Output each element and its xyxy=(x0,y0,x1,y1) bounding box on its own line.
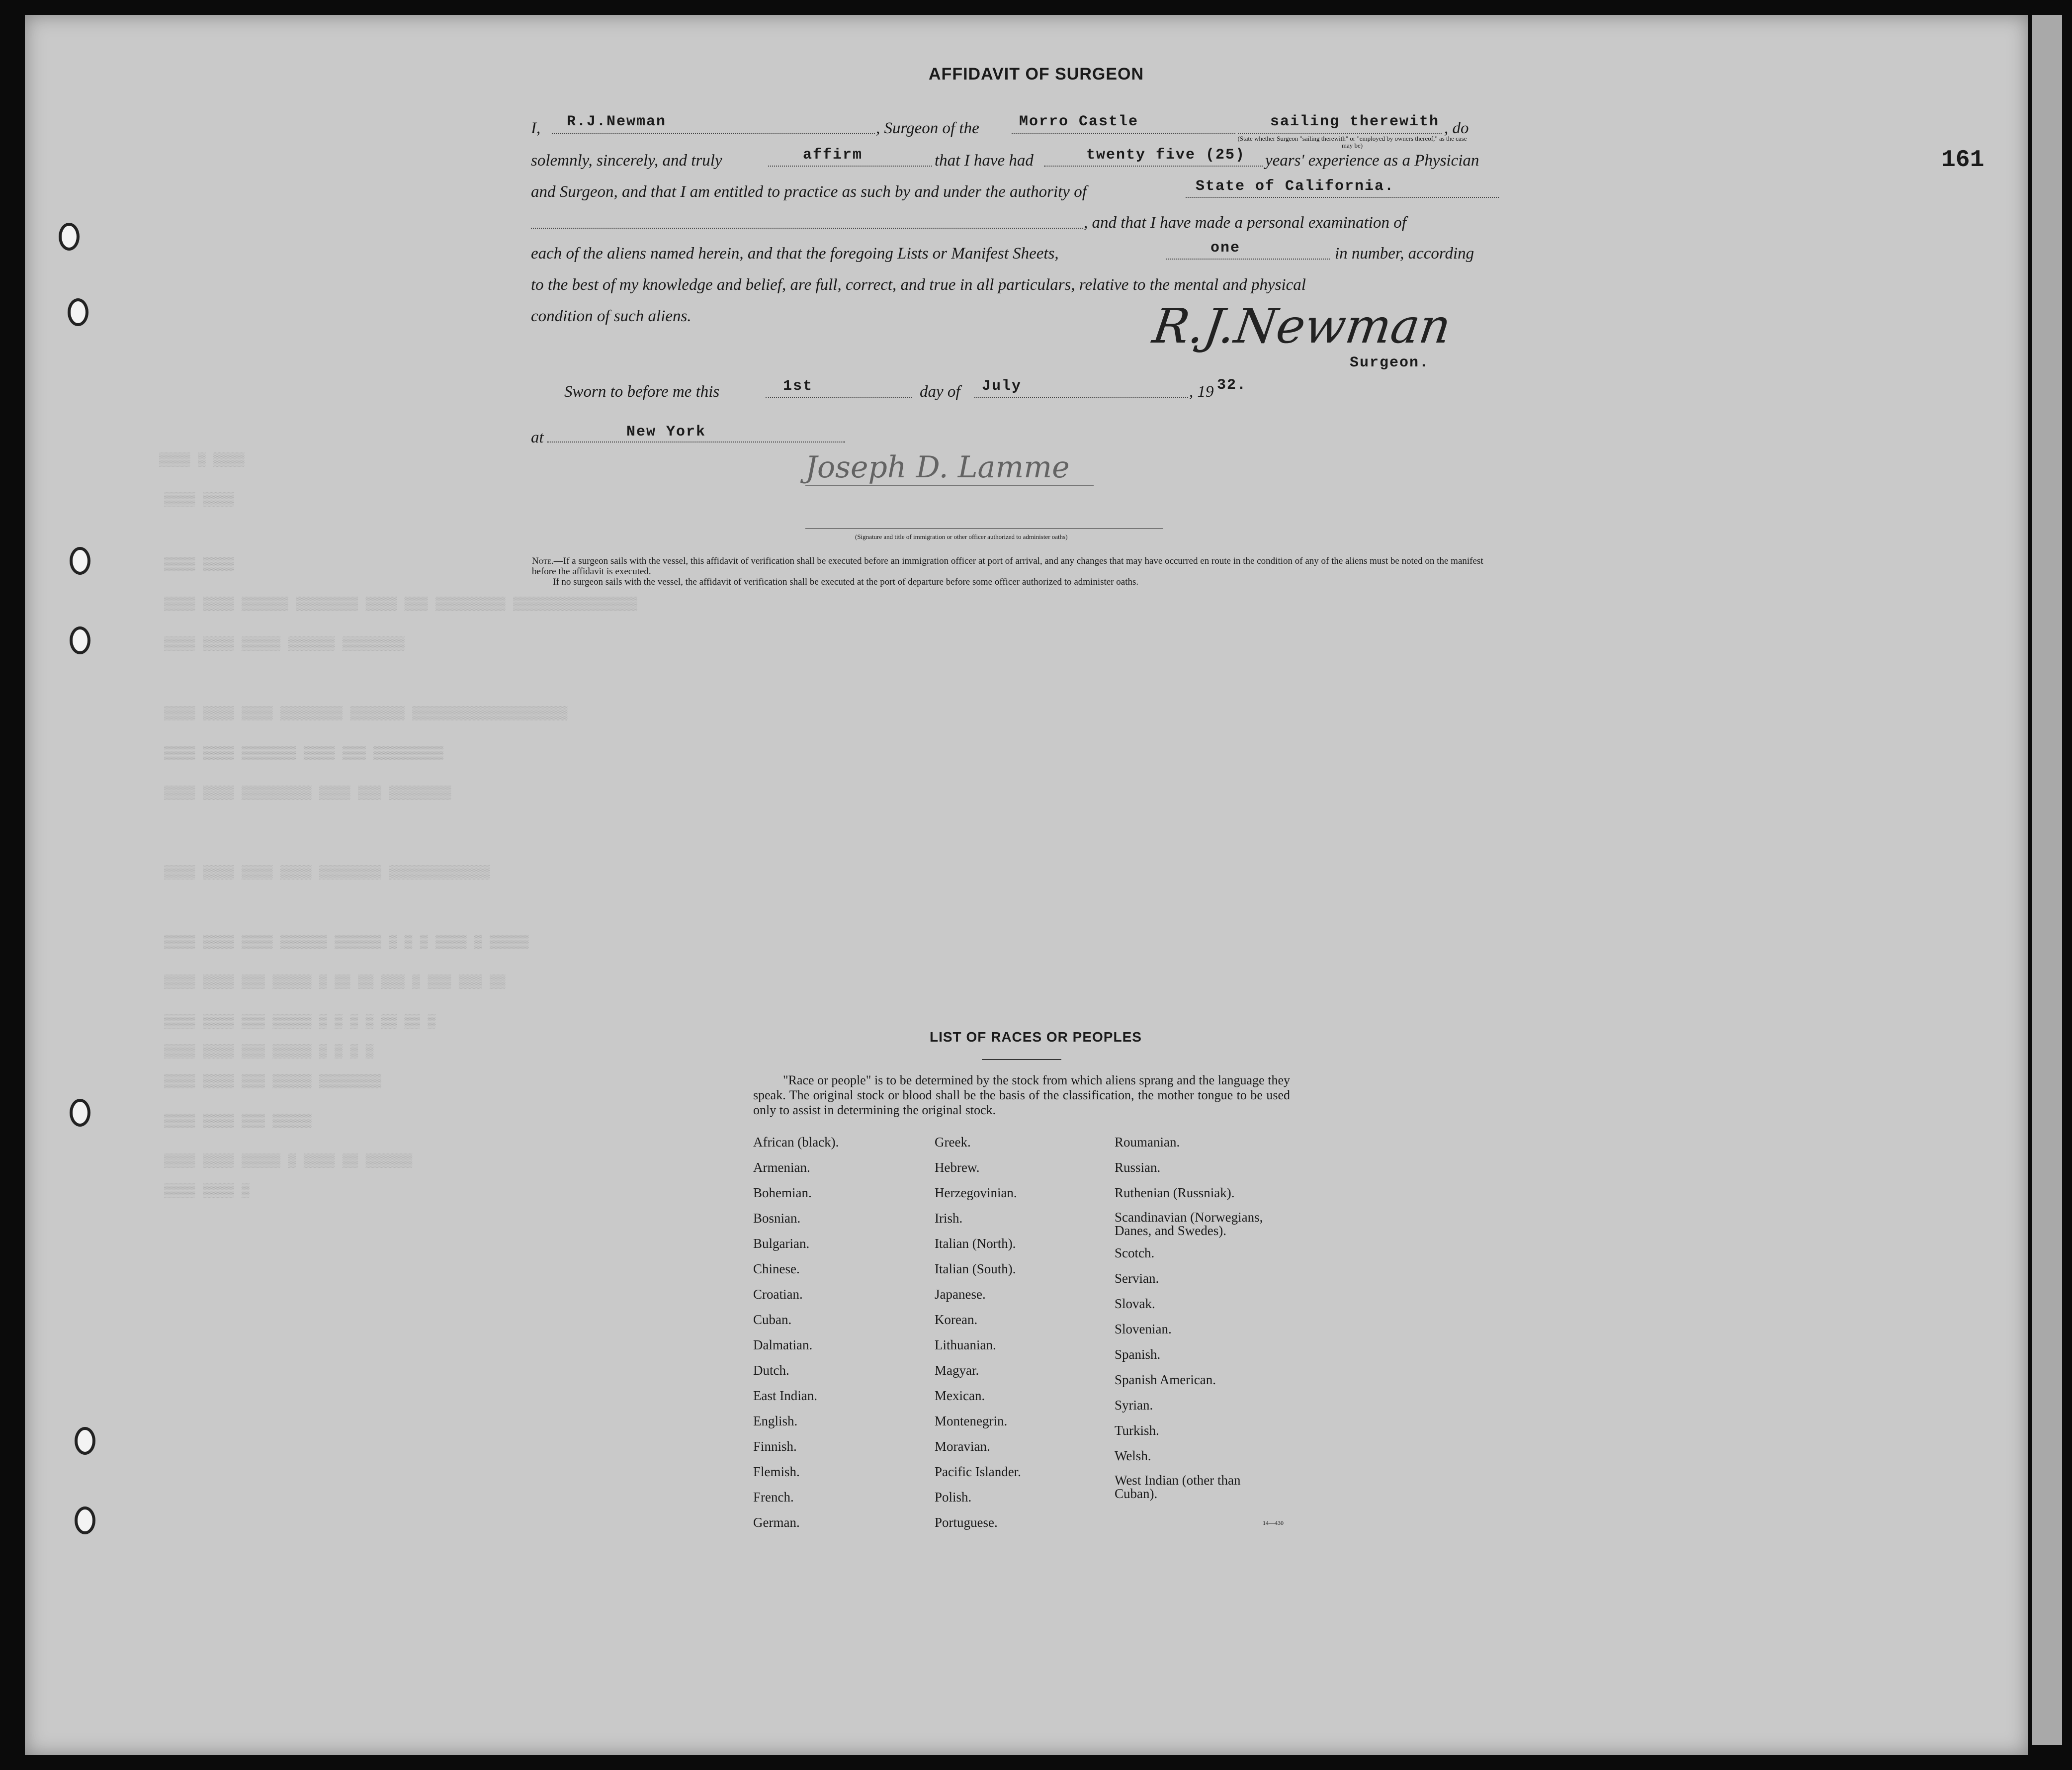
race-item: Turkish. xyxy=(1115,1423,1159,1438)
fill-line xyxy=(805,485,1094,486)
fill-line xyxy=(974,397,1188,398)
note-text: —If a surgeon sails with the vessel, this affidavit of verification shall be executed before an immigration officer at port of arrival, and any changes that may have occurred en route in the condition of any of the aliens must be noted on the manifest before the affidavit is executed. xyxy=(532,556,1483,577)
fill-line xyxy=(1186,197,1499,198)
race-item: Bulgarian. xyxy=(753,1236,810,1251)
line2-suffix: years' experience as a Physician xyxy=(1265,152,1479,170)
surgeon-name: R.J.Newman xyxy=(567,113,667,130)
race-item: Italian (South). xyxy=(935,1261,1016,1276)
sworn-month: July xyxy=(982,378,1022,395)
races-title: LIST OF RACES OR PEOPLES xyxy=(930,1029,1142,1045)
surgeon-signature: R.J.Newman xyxy=(1149,298,1455,354)
officer-caption: (Signature and title of immigration or other officer authorized to administer oaths) xyxy=(855,533,1068,540)
fill-line xyxy=(805,528,1163,529)
line1-suffix: , do xyxy=(1444,119,1469,137)
fill-line xyxy=(552,133,875,134)
race-item: Flemish. xyxy=(753,1464,800,1479)
vessel-name: Morro Castle xyxy=(1019,113,1139,130)
race-item: Herzegovinian. xyxy=(935,1185,1017,1200)
race-item: Finnish. xyxy=(753,1439,797,1454)
race-item: Irish. xyxy=(935,1211,963,1226)
surgeon-capacity: sailing therewith xyxy=(1270,113,1440,130)
race-item: Russian. xyxy=(1115,1160,1161,1175)
race-item: Bohemian. xyxy=(753,1185,812,1200)
race-item: Armenian. xyxy=(753,1160,810,1175)
years-experience: twenty five (25) xyxy=(1086,147,1246,164)
capacity-note: (State whether Surgeon "sailing therewith" or "employed by owners thereof," as the case may be) xyxy=(1237,135,1467,149)
race-item: Servian. xyxy=(1115,1271,1159,1286)
races-column-2 xyxy=(935,1135,1021,1540)
race-item: Scandinavian (Norwegians, Danes, and Swedes). xyxy=(1115,1210,1263,1238)
race-item: Hebrew. xyxy=(935,1160,980,1175)
surgeon-title: Surgeon. xyxy=(1350,354,1430,371)
race-item: Slovenian. xyxy=(1115,1322,1172,1336)
line7-text: condition of such aliens. xyxy=(531,307,691,325)
sworn-prefix: Sworn to before me this xyxy=(564,383,720,401)
race-item: Dalmatian. xyxy=(753,1337,813,1352)
race-item: French. xyxy=(753,1490,794,1504)
race-item: Moravian. xyxy=(935,1439,990,1454)
line2-prefix: solemnly, sincerely, and truly xyxy=(531,152,722,170)
race-item: Croatian. xyxy=(753,1287,803,1302)
race-item: Japanese. xyxy=(935,1287,986,1302)
binder-hole xyxy=(70,1099,90,1127)
binder-hole xyxy=(75,1506,95,1534)
races-column-3 xyxy=(1115,1135,1294,1499)
line5-prefix: each of the aliens named herein, and that the foregoing Lists or Manifest Sheets, xyxy=(531,245,1059,263)
race-item: East Indian. xyxy=(753,1388,817,1403)
sworn-year-suffix: 32. xyxy=(1217,377,1247,394)
race-item: Greek. xyxy=(935,1135,971,1150)
line5-suffix: in number, according xyxy=(1335,245,1474,263)
race-item: Pacific Islander. xyxy=(935,1464,1021,1479)
race-item: Welsh. xyxy=(1115,1448,1151,1463)
line1-mid: , Surgeon of the xyxy=(876,119,979,137)
line6-text: to the best of my knowledge and belief, are full, correct, and true in all particulars, relative to the mental and physical xyxy=(531,276,1306,294)
binder-hole xyxy=(68,298,88,326)
page-edge xyxy=(2032,15,2062,1745)
race-item: Mexican. xyxy=(935,1388,985,1403)
race-item: West Indian (other than Cuban). xyxy=(1115,1473,1241,1501)
race-item: Dutch. xyxy=(753,1363,789,1378)
fill-line xyxy=(766,397,912,398)
title-underline xyxy=(982,1059,1061,1060)
sworn-day: 1st xyxy=(783,378,813,395)
race-item: English. xyxy=(753,1414,798,1428)
race-item: Lithuanian. xyxy=(935,1337,996,1352)
binder-hole xyxy=(70,626,90,654)
affidavit-note-2: If no surgeon sails with the vessel, the affidavit of verification shall be executed at the port of departure before some officer authorized to administer oaths. xyxy=(553,577,1139,587)
fill-line xyxy=(1238,133,1442,134)
fill-line xyxy=(1012,133,1235,134)
race-item: Slovak. xyxy=(1115,1296,1155,1311)
sworn-year-prefix: , 19 xyxy=(1189,383,1214,401)
race-item: Spanish American. xyxy=(1115,1372,1216,1387)
race-item: Polish. xyxy=(935,1490,972,1504)
race-item: Bosnian. xyxy=(753,1211,801,1226)
affidavit-title: AFFIDAVIT OF SURGEON xyxy=(929,65,1144,84)
race-item: Roumanian. xyxy=(1115,1135,1180,1150)
race-item: Portuguese. xyxy=(935,1515,998,1530)
race-item: Ruthenian (Russniak). xyxy=(1115,1185,1235,1200)
races-intro: "Race or people" is to be determined by the stock from which aliens sprang and the language they speak. The original stock or blood shall be the basis of the classification, the mother tongue to be used only to assist in determining the original stock. xyxy=(753,1073,1290,1117)
race-item: Cuban. xyxy=(753,1312,792,1327)
note-label: Note. xyxy=(532,556,554,566)
fill-line xyxy=(1044,166,1263,167)
affidavit-note xyxy=(532,556,1506,577)
race-item: Syrian. xyxy=(1115,1398,1153,1413)
line4-text: , and that I have made a personal examination of xyxy=(1084,214,1406,232)
binder-hole xyxy=(75,1427,95,1455)
at-label: at xyxy=(531,429,544,446)
race-item: Korean. xyxy=(935,1312,978,1327)
fill-line xyxy=(1166,259,1330,260)
sworn-place: New York xyxy=(626,424,706,441)
races-column-1 xyxy=(753,1135,839,1540)
fill-line xyxy=(531,228,1083,229)
race-item: African (black). xyxy=(753,1135,839,1150)
page-number: 161 xyxy=(1941,147,1985,174)
line3-prefix: and Surgeon, and that I am entitled to practice as such by and under the authority of xyxy=(531,183,1087,201)
race-item: Italian (North). xyxy=(935,1236,1016,1251)
race-item: Spanish. xyxy=(1115,1347,1161,1362)
race-item: Chinese. xyxy=(753,1261,800,1276)
race-item: German. xyxy=(753,1515,800,1530)
sheet-count: one xyxy=(1210,240,1241,257)
line1-prefix: I, xyxy=(531,119,541,137)
officer-signature: Joseph D. Lamme xyxy=(805,450,1070,485)
binder-hole xyxy=(59,223,80,251)
race-item: Montenegrin. xyxy=(935,1414,1008,1428)
line2-mid: that I have had xyxy=(935,152,1034,170)
binder-hole xyxy=(70,547,90,575)
race-item: Scotch. xyxy=(1115,1245,1155,1260)
licensing-authority: State of California. xyxy=(1196,178,1395,195)
form-number: 14—430 xyxy=(1263,1519,1284,1526)
oath-type: affirm xyxy=(803,147,863,164)
fill-line xyxy=(768,166,932,167)
sworn-day-of: day of xyxy=(920,383,960,401)
race-item: Magyar. xyxy=(935,1363,979,1378)
